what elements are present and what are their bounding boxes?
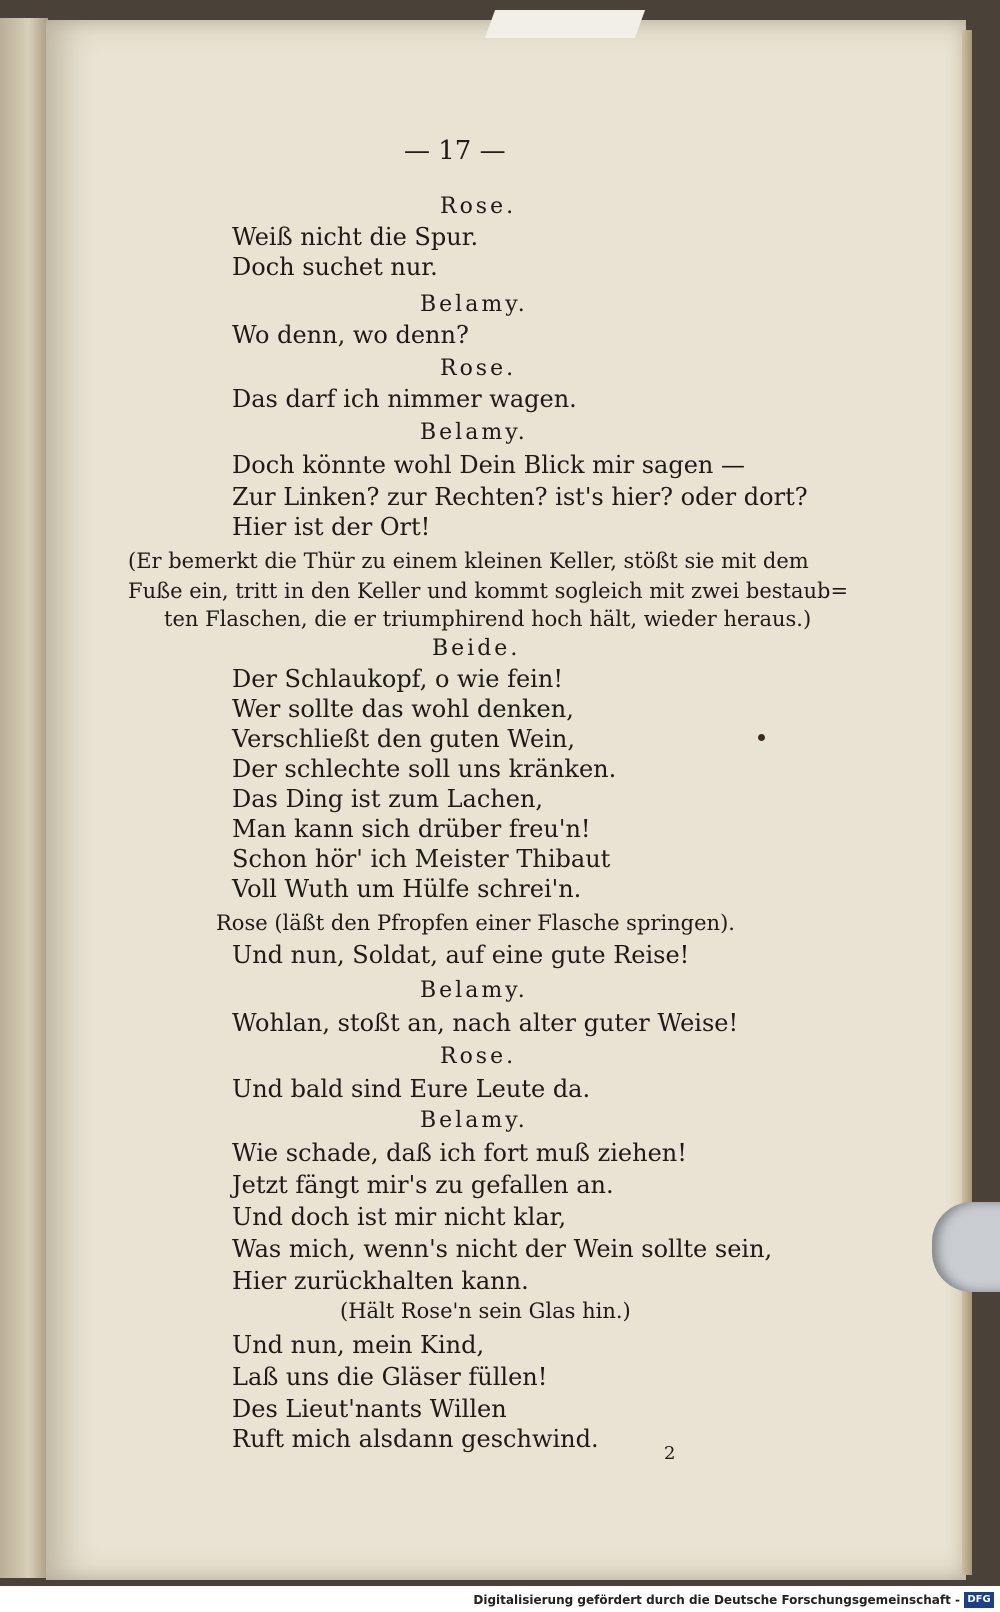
- dfg-logo: DFG: [964, 1592, 994, 1608]
- page-number: — 17 —: [404, 136, 506, 166]
- speaker-label: Rose.: [440, 1044, 517, 1069]
- verse-line: Doch könnte wohl Dein Blick mir sagen —: [232, 451, 745, 479]
- verse-line: Was mich, wenn's nicht der Wein sollte sein,: [232, 1235, 773, 1263]
- ink-spot: [758, 734, 765, 741]
- verse-line: Und nun, Soldat, auf eine gute Reise!: [232, 941, 690, 969]
- verse-line: Der Schlaukopf, o wie fein!: [232, 665, 563, 693]
- stage-direction: (Er bemerkt die Thür zu einem kleinen Keller, stößt sie mit dem: [128, 549, 809, 573]
- verse-line: Hier ist der Ort!: [232, 513, 431, 541]
- verse-line: Ruft mich alsdann geschwind.: [232, 1425, 599, 1453]
- verse-line: Laß uns die Gläser füllen!: [232, 1363, 548, 1391]
- funding-note: Digitalisierung gefördert durch die Deutsche Forschungsgemeinschaft -: [473, 1593, 960, 1607]
- verse-line: Voll Wuth um Hülfe schrei'n.: [232, 875, 582, 903]
- verse-line: Weiß nicht die Spur.: [232, 223, 479, 251]
- speaker-with-direction: Rose (läßt den Pfropfen einer Flasche springen).: [216, 911, 735, 935]
- verse-line: Verschließt den guten Wein,: [232, 725, 575, 753]
- verse-line: Wo denn, wo denn?: [232, 321, 469, 349]
- paper-slip: [485, 10, 645, 38]
- verse-line: Des Lieut'nants Willen: [232, 1395, 507, 1423]
- speaker-label: Belamy.: [420, 420, 528, 445]
- speaker-label: Rose.: [440, 194, 517, 219]
- verse-line: Wer sollte das wohl denken,: [232, 695, 574, 723]
- verse-line: Und doch ist mir nicht klar,: [232, 1203, 567, 1231]
- stage-direction: (Hält Rose'n sein Glas hin.): [340, 1299, 631, 1323]
- verse-line: Hier zurückhalten kann.: [232, 1267, 529, 1295]
- facing-page-edge: [0, 18, 48, 1578]
- verse-line: Zur Linken? zur Rechten? ist's hier? oder dort?: [232, 483, 808, 511]
- verse-line: Das Ding ist zum Lachen,: [232, 785, 544, 813]
- footer-bar: [0, 1586, 1000, 1612]
- speaker-label: Rose.: [440, 356, 517, 381]
- verse-line: Doch suchet nur.: [232, 253, 438, 281]
- speaker-label: Belamy.: [420, 978, 528, 1003]
- verse-line: Man kann sich drüber freu'n!: [232, 815, 591, 843]
- verse-line: Jetzt fängt mir's zu gefallen an.: [232, 1171, 614, 1199]
- verse-line: Und bald sind Eure Leute da.: [232, 1075, 591, 1103]
- stage-direction: ten Flaschen, die er triumphirend hoch hält, wieder heraus.): [164, 607, 812, 631]
- verse-line: Wohlan, stoßt an, nach alter guter Weise!: [232, 1009, 739, 1037]
- verse-line: Schon hör' ich Meister Thibaut: [232, 845, 611, 873]
- verse-line: Der schlechte soll uns kränken.: [232, 755, 617, 783]
- speaker-label: Belamy.: [420, 292, 528, 317]
- page-stack-edge: [962, 30, 972, 1575]
- verse-line: Das darf ich nimmer wagen.: [232, 385, 577, 413]
- printer-signature: 2: [664, 1443, 676, 1464]
- stage-direction: Fuße ein, tritt in den Keller und kommt sogleich mit zwei bestaub=: [128, 579, 849, 603]
- page-clip: [932, 1202, 1000, 1292]
- verse-line: Wie schade, daß ich fort muß ziehen!: [232, 1139, 687, 1167]
- speaker-label: Belamy.: [420, 1108, 528, 1133]
- speaker-label: Beide.: [432, 636, 521, 661]
- verse-line: Und nun, mein Kind,: [232, 1331, 485, 1359]
